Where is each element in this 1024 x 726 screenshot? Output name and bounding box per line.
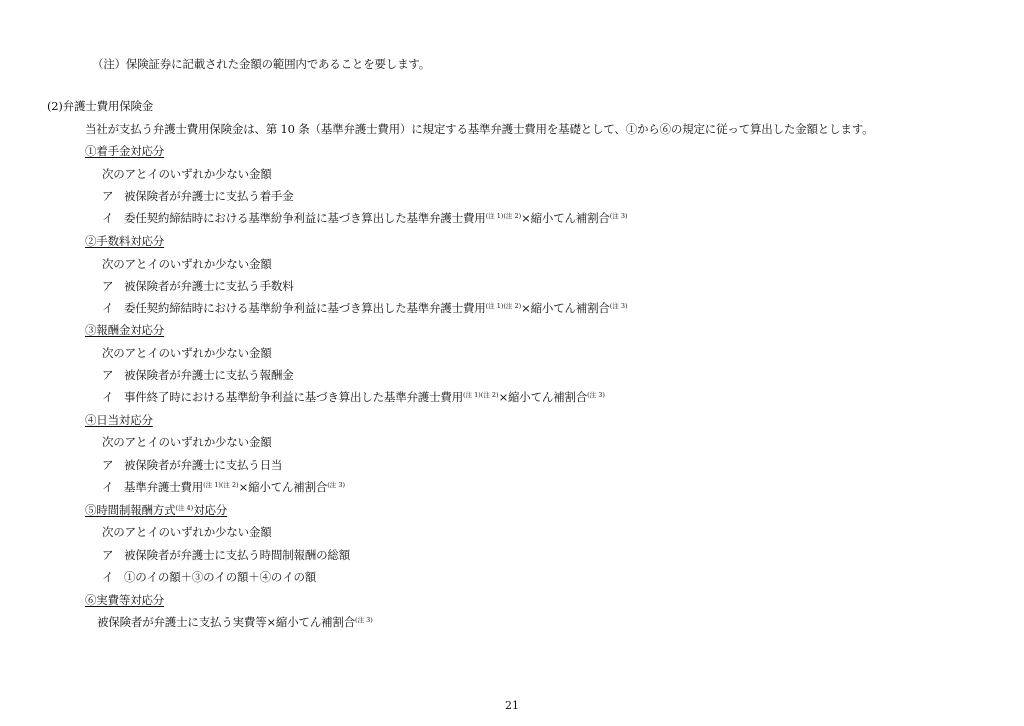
note-ref: (注 2) — [503, 302, 522, 310]
section-3-item-b — [102, 392, 605, 404]
note-ref: (注 3) — [587, 391, 605, 399]
section-5-item-a — [102, 550, 350, 562]
section-5-item-b — [102, 572, 316, 584]
section-1-lesser: 次のアとイのいずれか少ない金額 — [102, 167, 272, 181]
note-ref: (注 3) — [609, 302, 628, 310]
top-note: （注）保険証券に記載された金額の範囲内であることを要します。 — [92, 57, 431, 71]
item-text: 委任契約締結時における基準紛争利益に基づき算出した基準弁護士費用 — [124, 301, 486, 315]
item-mark: ア — [102, 279, 114, 293]
item-mark: イ — [102, 570, 114, 584]
item-text: 被保険者が弁護士に支払う手数料 — [124, 279, 294, 293]
note-ref: (注 3) — [355, 616, 373, 624]
note-ref: (注 1) — [463, 391, 481, 399]
note-ref: (注 3) — [609, 212, 628, 220]
section-3-heading: ③報酬金対応分 — [85, 323, 165, 337]
section-6-heading: ⑥実費等対応分 — [85, 593, 165, 607]
heading-tail: 対応分 — [193, 503, 228, 517]
page-number: 21 — [505, 699, 519, 712]
section-3-lesser: 次のアとイのいずれか少ない金額 — [102, 346, 272, 360]
section-4-item-b — [102, 482, 345, 494]
item-text: 被保険者が弁護士に支払う報酬金 — [124, 368, 294, 382]
intro-text: 当社が支払う弁護士費用保険金は、第 10 条（基準弁護士費用）に規定する基準弁護士費用を基礎として、①から⑥の規定に従って算出した金額とします。 — [85, 122, 874, 136]
heading-text: ⑤時間制報酬方式 — [85, 503, 176, 517]
section-3-item-a — [102, 370, 294, 382]
item-mark: ア — [102, 458, 114, 472]
item-text: ①のイの額＋③のイの額＋④のイの額 — [124, 570, 317, 584]
section-1-item-b — [102, 213, 628, 225]
item-text: 被保険者が弁護士に支払う着手金 — [124, 189, 294, 203]
note-ref: (注 2) — [220, 481, 239, 489]
section-2-item-a — [102, 281, 294, 293]
section-1-item-a — [102, 191, 294, 203]
item-mark: イ — [102, 301, 114, 315]
section-1-heading: ①着手金対応分 — [85, 144, 165, 158]
item-text: 事件終了時における基準紛争利益に基づき算出した基準弁護士費用 — [124, 390, 463, 404]
section-2-item-b — [102, 303, 628, 315]
note-ref: (注 2) — [480, 391, 499, 399]
section-2-lesser: 次のアとイのいずれか少ない金額 — [102, 257, 272, 271]
section-2-heading: ②手数料対応分 — [85, 234, 165, 248]
section-6-text — [97, 617, 373, 629]
item-tail: ×縮小てん補割合 — [498, 390, 588, 404]
section-5-heading — [85, 505, 227, 517]
item-mark: イ — [102, 390, 114, 404]
item-text: 委任契約締結時における基準紛争利益に基づき算出した基準弁護士費用 — [124, 211, 486, 225]
section-title: (2)弁護士費用保険金 — [47, 99, 154, 113]
section-5-lesser: 次のアとイのいずれか少ない金額 — [102, 525, 272, 539]
section-4-heading: ④日当対応分 — [85, 413, 153, 427]
section-4-lesser: 次のアとイのいずれか少ない金額 — [102, 435, 272, 449]
item-text: 被保険者が弁護士に支払う時間制報酬の総額 — [124, 548, 350, 562]
note-ref: (注 4) — [175, 504, 194, 512]
note-ref: (注 3) — [327, 481, 345, 489]
item-mark: ア — [102, 548, 114, 562]
item-text: 基準弁護士費用 — [124, 480, 204, 494]
item-mark: イ — [102, 211, 114, 225]
note-ref: (注 1) — [485, 212, 504, 220]
section-4-item-a — [102, 460, 282, 472]
item-tail: ×縮小てん補割合 — [521, 301, 610, 315]
item-text: 被保険者が弁護士に支払う実費等×縮小てん補割合 — [97, 615, 356, 629]
item-text: 被保険者が弁護士に支払う日当 — [124, 458, 283, 472]
note-ref: (注 1) — [203, 481, 221, 489]
item-mark: イ — [102, 480, 114, 494]
item-tail: ×縮小てん補割合 — [521, 211, 610, 225]
note-ref: (注 2) — [503, 212, 522, 220]
note-ref: (注 1) — [485, 302, 504, 310]
item-mark: ア — [102, 368, 114, 382]
item-tail: ×縮小てん補割合 — [238, 480, 328, 494]
item-mark: ア — [102, 189, 114, 203]
